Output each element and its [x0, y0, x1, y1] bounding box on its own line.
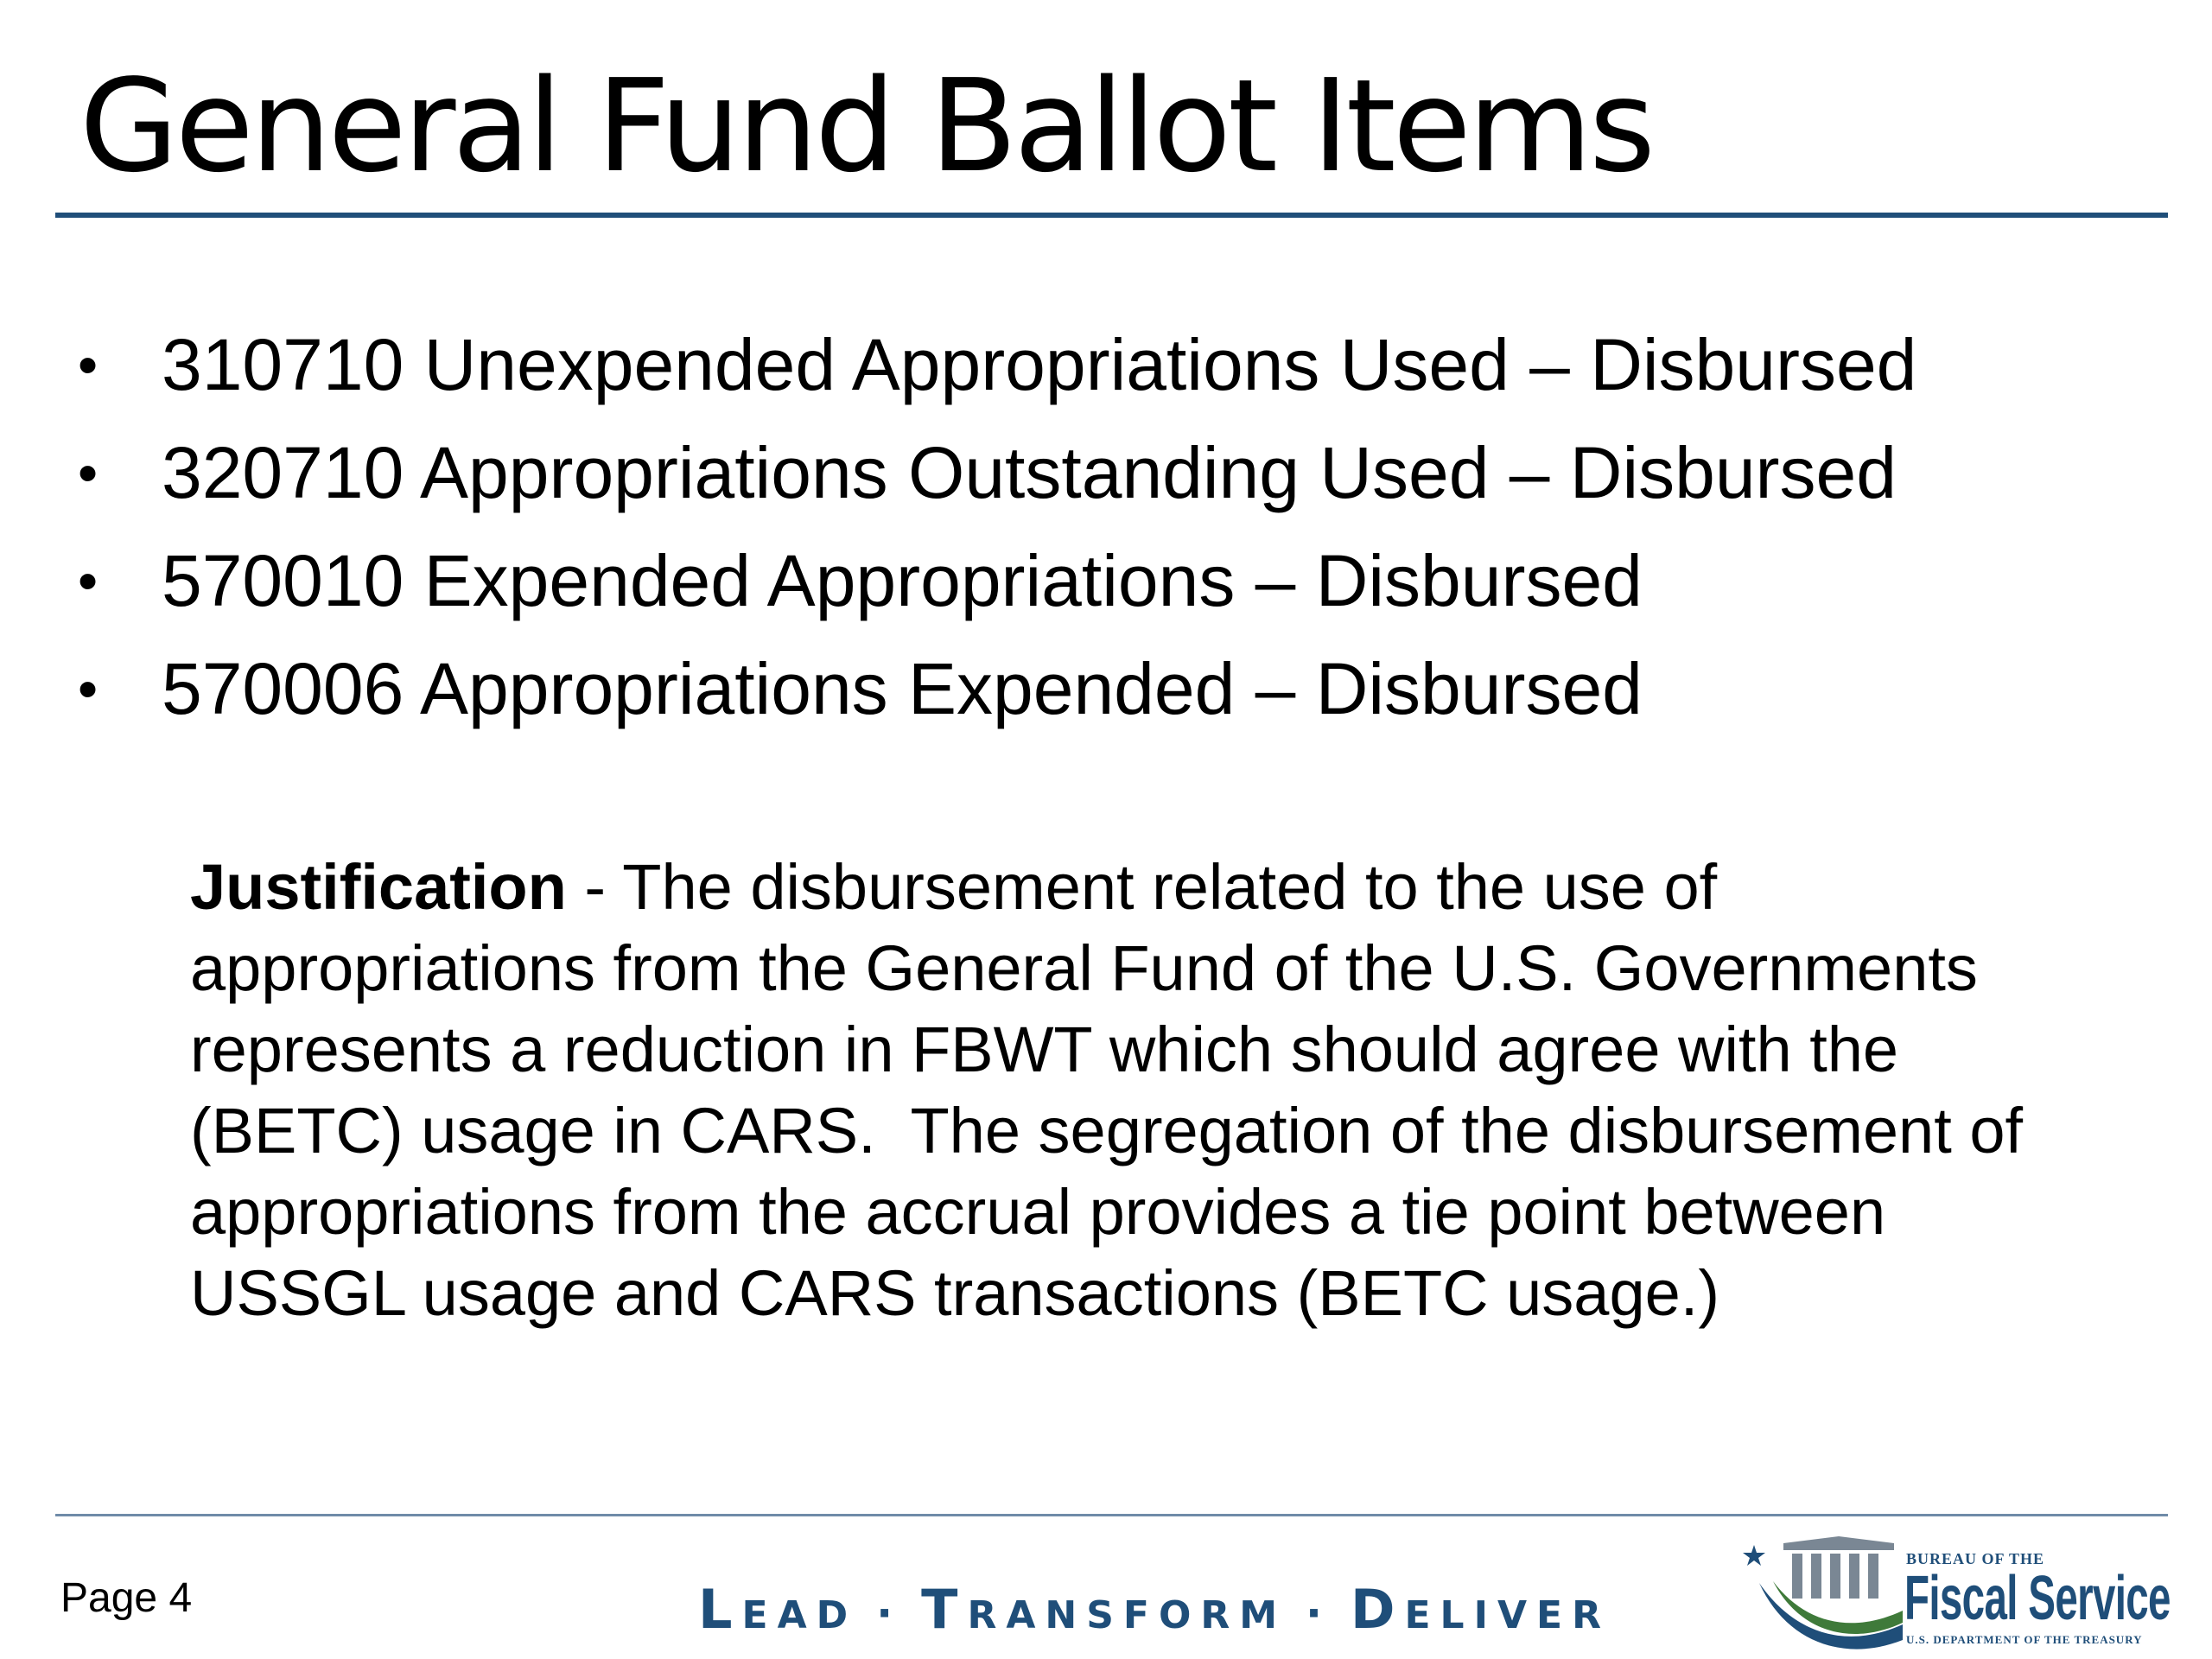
list-item — [78, 527, 1916, 635]
list-item — [78, 311, 1916, 419]
list-item — [78, 635, 1916, 743]
tagline-word: TRANSFORM — [921, 1578, 1287, 1641]
fiscal-service-logo — [1742, 1521, 2174, 1659]
tagline-separator: · — [876, 1588, 903, 1638]
logo-department-text: U.S. DEPARTMENT OF THE TREASURY — [1906, 1633, 2143, 1646]
justification-line — [190, 847, 2177, 928]
logo-bureau-text: BUREAU OF THE — [1906, 1550, 2045, 1567]
tagline-word: LEAD — [698, 1578, 858, 1641]
list-item-text: 320710 Appropriations Outstanding Used – Disbursed — [162, 432, 1897, 513]
logo-name-text: Fiscal Service — [1904, 1564, 2171, 1633]
justification-line: appropriations from the General Fund of the U.S. Governments — [190, 932, 1978, 1004]
title-divider — [55, 213, 2168, 218]
justification-paragraph — [190, 847, 2177, 1334]
list-item — [78, 419, 1916, 527]
list-item-text: 570010 Expended Appropriations – Disbursed — [162, 540, 1643, 621]
page-title: General Fund Ballot Items — [79, 52, 1653, 200]
justification-line: (BETC) usage in CARS. The segregation of the disbursement of — [190, 1095, 2024, 1166]
bullet-icon: • — [78, 333, 99, 397]
bullet-icon: • — [78, 657, 99, 721]
ballot-items-list — [78, 311, 1916, 743]
justification-line: appropriations from the accrual provides a tie point between — [190, 1176, 1886, 1248]
bullet-icon: • — [78, 441, 99, 505]
bullet-icon: • — [78, 549, 99, 613]
justification-line: represents a reduction in FBWT which should agree with the — [190, 1014, 1899, 1085]
justification-line: USSGL usage and CARS transactions (BETC usage.) — [190, 1257, 1719, 1329]
footer-divider — [55, 1514, 2168, 1516]
tagline-word: DELIVER — [1351, 1578, 1611, 1641]
list-item-text: 310710 Unexpended Appropriations Used – Disbursed — [162, 324, 1917, 405]
tagline-separator: · — [1306, 1588, 1332, 1638]
justification-label: Justification — [190, 851, 567, 923]
justification-text: - The disbursement related to the use of — [566, 851, 1718, 923]
list-item-text: 570006 Appropriations Expended – Disbursed — [162, 648, 1643, 729]
footer-tagline — [698, 1578, 1611, 1641]
page-number: Page 4 — [60, 1575, 193, 1621]
treasury-building-icon — [1742, 1521, 1906, 1659]
